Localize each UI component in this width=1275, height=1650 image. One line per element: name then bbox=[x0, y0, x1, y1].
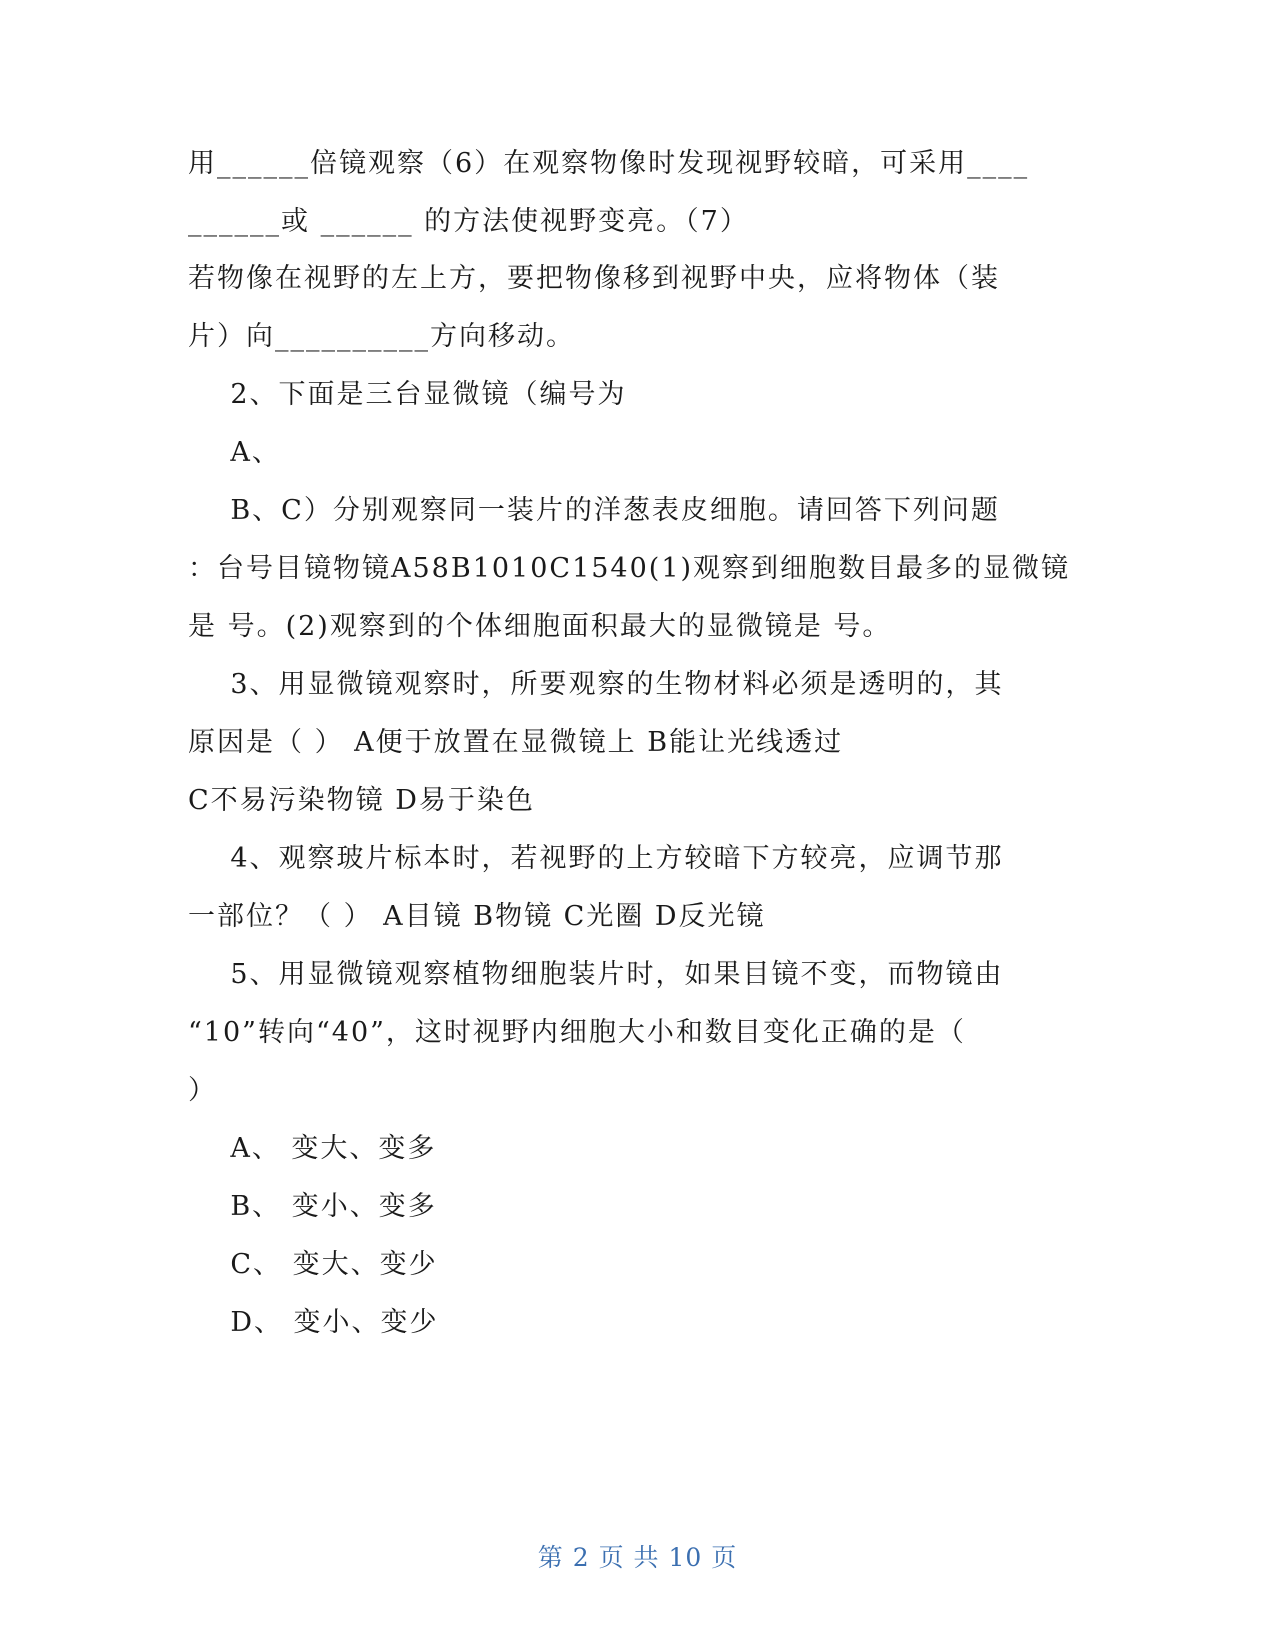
text-line: 用______倍镜观察（6）在观察物像时发现视野较暗，可采用____ bbox=[188, 148, 1030, 179]
text-line: 3、用显微镜观察时，所要观察的生物材料必须是透明的，其 bbox=[188, 669, 1004, 700]
text-line: “10”转向“40”，这时视野内细胞大小和数目变化正确的是（ bbox=[188, 1017, 966, 1048]
text-line: B、C）分别观察同一装片的洋葱表皮细胞。请回答下列问题 bbox=[188, 495, 1000, 526]
text-line: 片）向__________方向移动。 bbox=[188, 321, 575, 352]
text-line: 5、用显微镜观察植物细胞装片时，如果目镜不变，而物镜由 bbox=[188, 959, 1004, 990]
text-line: B、 变小、变多 bbox=[188, 1191, 437, 1222]
page-number-footer: 第 2 页 共 10 页 bbox=[537, 1543, 738, 1572]
text-line: A、 变大、变多 bbox=[188, 1133, 437, 1164]
text-line: ） bbox=[188, 1075, 217, 1106]
text-line: 一部位？（ ） A目镜 B物镜 C光圈 D反光镜 bbox=[188, 901, 766, 932]
text-line: 是 号。(2)观察到的个体细胞面积最大的显微镜是 号。 bbox=[188, 611, 892, 642]
text-line: C不易污染物镜 D易于染色 bbox=[188, 785, 535, 816]
text-line: A、 bbox=[188, 437, 281, 468]
text-line: 2、下面是三台显微镜（编号为 bbox=[188, 379, 627, 410]
text-line: C、 变大、变少 bbox=[188, 1249, 438, 1280]
text-line: 若物像在视野的左上方，要把物像移到视野中央，应将物体（装 bbox=[188, 263, 1000, 294]
text-line: ：台号目镜物镜A58B1010C1540(1)观察到细胞数目最多的显微镜 bbox=[188, 553, 1071, 584]
text-line: 原因是（ ） A便于放置在显微镜上 B能让光线透过 bbox=[188, 727, 844, 758]
text-line: 4、观察玻片标本时，若视野的上方较暗下方较亮，应调节那 bbox=[188, 843, 1004, 874]
text-line: D、 变小、变少 bbox=[188, 1307, 439, 1338]
text-line: ______或 ______ 的方法使视野变亮。（7） bbox=[188, 206, 749, 237]
